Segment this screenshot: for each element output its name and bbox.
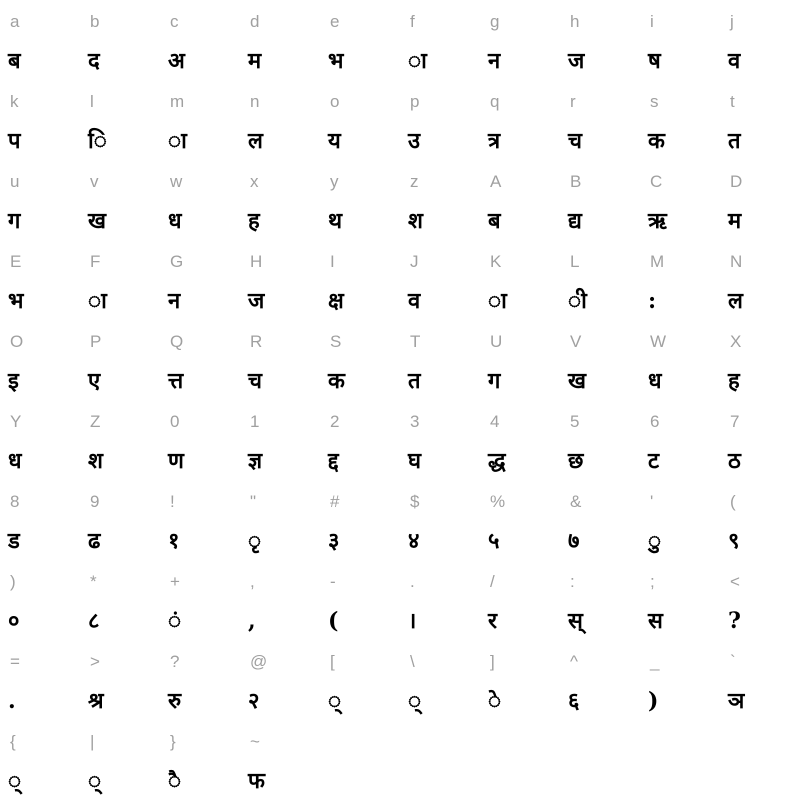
- key-label: ?: [170, 652, 180, 671]
- key-label: B: [570, 172, 582, 191]
- glyph-cell: [640, 480, 720, 560]
- key-label: r: [570, 92, 576, 111]
- key-label: W: [650, 332, 667, 351]
- key-label: (: [730, 492, 736, 511]
- glyph-sample: क: [328, 368, 345, 394]
- key-label: k: [10, 92, 19, 111]
- glyph-cell: [720, 560, 800, 640]
- key-label: !: [170, 492, 175, 511]
- key-label: 4: [490, 412, 500, 431]
- key-label: 1: [250, 412, 260, 431]
- key-label: ]: [490, 652, 495, 671]
- glyph-row: [0, 80, 800, 160]
- glyph-sample: ु: [648, 528, 662, 554]
- glyph-cell: [480, 400, 560, 480]
- glyph-sample: न: [168, 288, 181, 314]
- key-label: U: [490, 332, 503, 351]
- glyph-cell: [320, 400, 400, 480]
- key-label: %: [490, 492, 506, 511]
- glyph-sample: ख: [568, 368, 586, 394]
- glyph-sample: द: [88, 48, 100, 74]
- glyph-cell: [0, 320, 80, 400]
- glyph-sample: भ: [8, 288, 24, 314]
- key-label: #: [330, 492, 340, 511]
- glyph-sample: ड: [8, 528, 20, 554]
- glyph-cell: [720, 720, 800, 800]
- key-label: H: [250, 252, 263, 271]
- key-label: j: [730, 12, 734, 31]
- glyph-cell: [480, 0, 560, 80]
- glyph-cell: [240, 80, 320, 160]
- glyph-sample: ्: [328, 688, 342, 714]
- key-label: /: [490, 572, 495, 591]
- glyph-sample: ब: [488, 208, 501, 234]
- glyph-sample: त्त: [168, 368, 184, 394]
- glyph-sample: ७: [568, 528, 580, 554]
- key-label: E: [10, 252, 22, 271]
- glyph-sample: ्: [408, 688, 422, 714]
- key-label: K: [490, 252, 502, 271]
- glyph-sample: र: [488, 608, 497, 634]
- key-label: _: [650, 652, 660, 671]
- glyph-sample: स: [648, 608, 663, 634]
- glyph-sample: उ: [408, 128, 421, 154]
- key-label: 2: [330, 412, 340, 431]
- key-label: b: [90, 12, 100, 31]
- key-label: P: [90, 332, 102, 351]
- glyph-sample: ा: [168, 128, 187, 154]
- glyph-cell: [480, 320, 560, 400]
- glyph-cell: [240, 480, 320, 560]
- key-label: F: [90, 252, 101, 271]
- glyph-sample: क्ष: [328, 288, 344, 314]
- key-label: h: [570, 12, 580, 31]
- glyph-cell: [720, 0, 800, 80]
- key-label: x: [250, 172, 259, 191]
- key-label: &: [570, 492, 582, 511]
- glyph-sample: न: [488, 48, 501, 74]
- key-label: `: [730, 652, 736, 671]
- glyph-sample: ष: [648, 48, 661, 74]
- glyph-sample: थ: [328, 208, 343, 234]
- glyph-cell: [400, 640, 480, 720]
- glyph-cell: [560, 480, 640, 560]
- key-label: |: [90, 732, 95, 751]
- key-label: L: [570, 252, 580, 271]
- glyph-sample: श: [408, 208, 423, 234]
- key-label: 9: [90, 492, 100, 511]
- glyph-cell: [160, 400, 240, 480]
- glyph-sample: त: [728, 128, 741, 154]
- key-label: R: [250, 332, 263, 351]
- glyph-cell: [240, 400, 320, 480]
- glyph-cell: [320, 640, 400, 720]
- key-label: ;: [650, 572, 655, 591]
- key-label: ": [250, 492, 257, 511]
- glyph-sample: ल: [248, 128, 263, 154]
- glyph-sample: ।: [408, 608, 417, 634]
- glyph-cell: [0, 240, 80, 320]
- glyph-cell: [160, 80, 240, 160]
- glyph-cell: [480, 160, 560, 240]
- key-label: c: [170, 12, 179, 31]
- glyph-cell: [560, 0, 640, 80]
- key-label: i: [650, 12, 654, 31]
- glyph-sample: ्: [8, 768, 22, 794]
- glyph-cell: [640, 400, 720, 480]
- key-label: t: [730, 92, 735, 111]
- glyph-sample: २: [248, 688, 260, 714]
- glyph-sample: ऋ: [648, 208, 667, 234]
- glyph-sample: स्: [568, 608, 583, 634]
- glyph-cell: [400, 560, 480, 640]
- key-label: 7: [730, 412, 740, 431]
- glyph-sample: ८: [88, 608, 100, 634]
- key-label: -: [330, 572, 336, 591]
- key-label: e: [330, 12, 340, 31]
- glyph-sample: द्ध: [488, 448, 506, 474]
- glyph-sample: श्र: [88, 688, 104, 714]
- glyph-cell: [160, 640, 240, 720]
- key-label: u: [10, 172, 20, 191]
- glyph-cell: [80, 240, 160, 320]
- glyph-sample: त: [408, 368, 421, 394]
- glyph-sample: ब: [8, 48, 21, 74]
- glyph-cell: [560, 80, 640, 160]
- glyph-sample: ग: [488, 368, 501, 394]
- glyph-cell: [80, 320, 160, 400]
- glyph-sample: :: [648, 288, 657, 314]
- glyph-sample: ४: [408, 528, 420, 554]
- key-label: >: [90, 652, 100, 671]
- key-label: X: [730, 332, 742, 351]
- key-label: V: [570, 332, 582, 351]
- key-label: ): [10, 572, 16, 591]
- glyph-row: [0, 160, 800, 240]
- glyph-cell: [80, 400, 160, 480]
- glyph-sample: ठ: [728, 448, 741, 474]
- key-label: G: [170, 252, 184, 271]
- glyph-sample: ा: [88, 288, 107, 314]
- glyph-sample: ए: [88, 368, 101, 394]
- glyph-sample: ा: [488, 288, 507, 314]
- key-label: y: [330, 172, 339, 191]
- glyph-cell: [560, 240, 640, 320]
- glyph-sample: ,: [248, 608, 256, 634]
- glyph-cell: [240, 640, 320, 720]
- glyph-sample: क: [648, 128, 665, 154]
- glyph-row: [0, 320, 800, 400]
- key-label: Y: [10, 412, 22, 431]
- glyph-cell: [80, 560, 160, 640]
- key-label: g: [490, 12, 500, 31]
- glyph-sample: ग: [8, 208, 21, 234]
- glyph-cell: [0, 400, 80, 480]
- glyph-cell: [240, 240, 320, 320]
- glyph-cell: [480, 480, 560, 560]
- glyph-cell: [560, 640, 640, 720]
- glyph-cell: [560, 160, 640, 240]
- glyph-cell: [160, 480, 240, 560]
- key-label: C: [650, 172, 663, 191]
- glyph-sample: घ: [408, 448, 422, 474]
- glyph-sample: (: [328, 608, 339, 634]
- glyph-sample: ध: [8, 448, 22, 474]
- key-label: *: [90, 572, 97, 591]
- glyph-cell: [320, 480, 400, 560]
- glyph-cell: [160, 560, 240, 640]
- key-label: }: [170, 732, 176, 751]
- glyph-sample: ा: [408, 48, 427, 74]
- key-label: n: [250, 92, 260, 111]
- glyph-cell: [720, 160, 800, 240]
- glyph-cell: [160, 160, 240, 240]
- key-label: 5: [570, 412, 580, 431]
- glyph-row: [0, 0, 800, 80]
- glyph-sample: अ: [168, 48, 185, 74]
- key-label: Z: [90, 412, 101, 431]
- key-label: {: [10, 732, 16, 751]
- key-label: T: [410, 332, 421, 351]
- glyph-cell: [160, 0, 240, 80]
- glyph-cell: [720, 80, 800, 160]
- glyph-sample: ढ: [88, 528, 101, 554]
- glyph-cell: [320, 160, 400, 240]
- glyph-sample: छ: [568, 448, 584, 474]
- glyph-cell: [640, 320, 720, 400]
- key-label: m: [170, 92, 185, 111]
- glyph-cell: [400, 720, 480, 800]
- key-label: o: [330, 92, 340, 111]
- glyph-cell: [640, 640, 720, 720]
- glyph-cell: [0, 560, 80, 640]
- glyph-sample: ज्ञ: [248, 448, 263, 474]
- glyph-sample: ह: [248, 208, 260, 234]
- key-label: =: [10, 652, 20, 671]
- glyph-cell: [320, 80, 400, 160]
- glyph-row: [0, 480, 800, 560]
- key-label: N: [730, 252, 743, 271]
- glyph-cell: [0, 640, 80, 720]
- glyph-cell: [80, 640, 160, 720]
- glyph-cell: [400, 80, 480, 160]
- key-label: ~: [250, 732, 260, 751]
- glyph-cell: [80, 160, 160, 240]
- key-label: z: [410, 172, 419, 191]
- glyph-sample: त्र: [488, 128, 501, 154]
- glyph-cell: [640, 560, 720, 640]
- glyph-cell: [400, 0, 480, 80]
- glyph-row: [0, 720, 800, 800]
- glyph-cell: [80, 80, 160, 160]
- glyph-cell: [640, 720, 720, 800]
- glyph-sample: च: [248, 368, 262, 394]
- key-label: D: [730, 172, 743, 191]
- glyph-sample: ्: [88, 768, 102, 794]
- key-label: ^: [570, 652, 578, 671]
- key-label: .: [410, 572, 415, 591]
- glyph-sample: ं: [168, 608, 182, 634]
- glyph-cell: [240, 320, 320, 400]
- glyph-cell: [400, 160, 480, 240]
- key-label: f: [410, 12, 415, 31]
- glyph-cell: [80, 720, 160, 800]
- glyph-sample: फ: [248, 768, 265, 794]
- glyph-sample: १: [168, 528, 180, 554]
- glyph-cell: [320, 560, 400, 640]
- key-label: d: [250, 12, 260, 31]
- glyph-sample: ल: [728, 288, 743, 314]
- glyph-sample: म: [248, 48, 262, 74]
- glyph-cell: [480, 640, 560, 720]
- glyph-sample: ि: [88, 128, 107, 154]
- glyph-cell: [0, 480, 80, 560]
- glyph-cell: [400, 240, 480, 320]
- glyph-sample: द्द: [328, 448, 339, 474]
- key-label: :: [570, 572, 575, 591]
- key-label: ': [650, 492, 654, 511]
- glyph-sample: ३: [328, 528, 340, 554]
- glyph-row: [0, 640, 800, 720]
- glyph-cell: [560, 560, 640, 640]
- glyph-row: [0, 400, 800, 480]
- glyph-sample: ै: [168, 768, 182, 794]
- glyph-cell: [160, 240, 240, 320]
- glyph-sample: भ: [328, 48, 344, 74]
- glyph-sample: व: [408, 288, 421, 314]
- key-label: I: [330, 252, 335, 271]
- key-label: @: [250, 652, 268, 671]
- key-label: ,: [250, 572, 255, 591]
- glyph-cell: [560, 720, 640, 800]
- glyph-cell: [720, 640, 800, 720]
- key-label: $: [410, 492, 420, 511]
- glyph-cell: [640, 160, 720, 240]
- glyph-cell: [80, 0, 160, 80]
- key-label: +: [170, 572, 180, 591]
- glyph-sample: ५: [488, 528, 500, 554]
- glyph-cell: [480, 240, 560, 320]
- key-label: 6: [650, 412, 660, 431]
- glyph-sample: ी: [568, 288, 587, 314]
- key-label: 0: [170, 412, 180, 431]
- glyph-cell: [320, 720, 400, 800]
- key-label: S: [330, 332, 342, 351]
- key-label: Q: [170, 332, 184, 351]
- glyph-row: [0, 560, 800, 640]
- glyph-sample: श: [88, 448, 103, 474]
- glyph-cell: [720, 320, 800, 400]
- glyph-cell: [640, 0, 720, 80]
- glyph-cell: [240, 160, 320, 240]
- glyph-cell: [240, 560, 320, 640]
- glyph-sample: य: [328, 128, 341, 154]
- key-label: <: [730, 572, 740, 591]
- glyph-cell: [320, 0, 400, 80]
- glyph-sample: ज: [248, 288, 265, 314]
- glyph-sample: प: [8, 128, 21, 154]
- glyph-sample: ट: [648, 448, 660, 474]
- glyph-sample: ६: [568, 688, 580, 714]
- key-label: \: [410, 652, 415, 671]
- key-label: s: [650, 92, 659, 111]
- glyph-sample: ध: [648, 368, 662, 394]
- key-label: O: [10, 332, 24, 351]
- glyph-cell: [320, 240, 400, 320]
- glyph-cell: [640, 80, 720, 160]
- key-label: 3: [410, 412, 420, 431]
- glyph-cell: [720, 480, 800, 560]
- glyph-cell: [240, 720, 320, 800]
- glyph-sample: ञ: [728, 688, 745, 714]
- key-label: v: [90, 172, 99, 191]
- glyph-sample: रु: [168, 688, 182, 714]
- glyph-cell: [480, 80, 560, 160]
- glyph-cell: [400, 320, 480, 400]
- key-label: 8: [10, 492, 20, 511]
- key-label: J: [410, 252, 419, 271]
- glyph-cell: [320, 320, 400, 400]
- glyph-cell: [240, 0, 320, 80]
- glyph-cell: [80, 480, 160, 560]
- glyph-sample: व: [728, 48, 741, 74]
- glyph-cell: [160, 720, 240, 800]
- glyph-sample: ?: [728, 608, 741, 634]
- glyph-cell: [160, 320, 240, 400]
- glyph-cell: [480, 560, 560, 640]
- glyph-sample: च: [568, 128, 582, 154]
- glyph-cell: [400, 400, 480, 480]
- glyph-sample: ख: [88, 208, 106, 234]
- glyph-cell: [720, 240, 800, 320]
- glyph-cell: [480, 720, 560, 800]
- key-label: a: [10, 12, 20, 31]
- glyph-sample: ९: [728, 528, 740, 554]
- key-label: w: [170, 172, 183, 191]
- glyph-row: [0, 240, 800, 320]
- glyph-cell: [640, 240, 720, 320]
- glyph-sample: द्य: [568, 208, 582, 234]
- glyph-cell: [560, 320, 640, 400]
- glyph-sample: ह: [728, 368, 740, 394]
- glyph-cell: [560, 400, 640, 480]
- glyph-cell: [720, 400, 800, 480]
- key-label: p: [410, 92, 420, 111]
- key-label: l: [90, 92, 94, 111]
- glyph-cell: [0, 0, 80, 80]
- glyph-cell: [0, 80, 80, 160]
- glyph-sample: ०: [8, 608, 20, 634]
- glyph-sample: ण: [168, 448, 184, 474]
- glyph-cell: [400, 480, 480, 560]
- key-label: [: [330, 652, 335, 671]
- glyph-sample: ृ: [248, 528, 262, 554]
- key-label: A: [490, 172, 502, 191]
- key-label: M: [650, 252, 665, 271]
- glyph-sample: इ: [8, 368, 19, 394]
- glyph-sample: ज: [568, 48, 585, 74]
- glyph-sample: ध: [168, 208, 182, 234]
- glyph-cell: [0, 160, 80, 240]
- glyph-sample: े: [488, 688, 502, 714]
- key-label: q: [490, 92, 500, 111]
- glyph-cell: [0, 720, 80, 800]
- glyph-sample: .: [8, 688, 16, 714]
- glyph-sample: ): [648, 688, 659, 714]
- glyph-sample: म: [728, 208, 742, 234]
